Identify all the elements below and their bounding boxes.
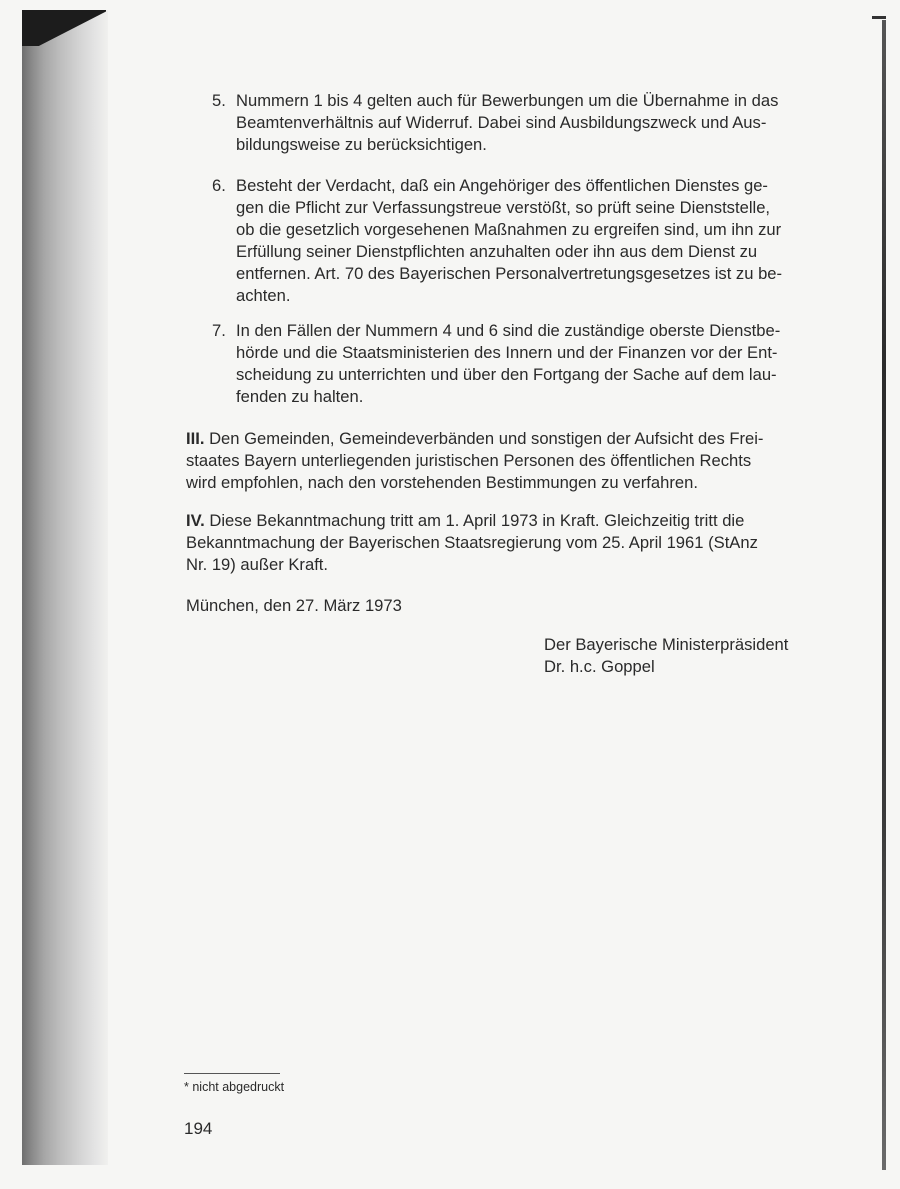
text-line: ob die gesetzlich vorgesehenen Maßnahmen zu ergreifen sind, um ihn zur: [236, 220, 782, 239]
list-item-number: 6.: [212, 176, 226, 195]
text-line: bildungsweise zu berücksichtigen.: [236, 135, 487, 154]
text-line: [186, 510, 810, 532]
text-line: Besteht der Verdacht, daß ein Angehöriger des öffentlichen Dienstes ge-: [236, 176, 768, 195]
text-line: Erfüllung seiner Dienstpflichten anzuhalten oder ihn aus dem Dienst zu: [236, 242, 758, 261]
text-line: entfernen. Art. 70 des Bayerischen Personalvertretungsgesetzes ist zu be-: [236, 264, 783, 283]
text-line: Beamtenverhältnis auf Widerruf. Dabei sind Ausbildungszweck und Aus-: [236, 113, 767, 132]
footnote: * nicht abgedruckt: [184, 1080, 285, 1094]
section-label: IV.: [186, 511, 205, 530]
page-number: 194: [184, 1119, 213, 1138]
text-line: In den Fällen der Nummern 4 und 6 sind die zuständige oberste Dienstbe-: [236, 321, 781, 340]
text-line: scheidung zu unterrichten und über den Fortgang der Sache auf dem lau-: [236, 365, 777, 384]
list-item-text: [236, 320, 814, 408]
list-item-text: [236, 175, 814, 307]
section-iv: [186, 510, 810, 576]
book-binding-shadow: [22, 10, 108, 1165]
text-fragment: Den Gemeinden, Gemeindeverbänden und sonstigen der Aufsicht des Frei-: [209, 429, 764, 448]
section-iii: [186, 428, 810, 494]
text-line: [186, 428, 810, 450]
text-line: fenden zu halten.: [236, 387, 364, 406]
signature-name: Dr. h.c. Goppel: [544, 657, 655, 676]
list-item-number: 5.: [212, 91, 226, 110]
text-line: achten.: [236, 286, 291, 305]
text-line: hörde und die Staatsministerien des Innern und der Finanzen vor der Ent-: [236, 343, 778, 362]
footnote-rule: [184, 1073, 280, 1074]
page-edge-mark: [872, 16, 886, 19]
text-line: wird empfohlen, nach den vorstehenden Bestimmungen zu verfahren.: [186, 473, 698, 492]
list-item-number: 7.: [212, 321, 226, 340]
text-line: Nr. 19) außer Kraft.: [186, 555, 329, 574]
place-date: München, den 27. März 1973: [186, 596, 402, 615]
text-line: gen die Pflicht zur Verfassungstreue verstößt, so prüft seine Dienststelle,: [236, 198, 771, 217]
signature-title: Der Bayerische Ministerpräsident: [544, 635, 789, 654]
text-line: Bekanntmachung der Bayerischen Staatsregierung vom 25. April 1961 (StAnz: [186, 533, 758, 552]
list-item-6: [214, 175, 814, 307]
text-fragment: Diese Bekanntmachung tritt am 1. April 1973 in Kraft. Gleichzeitig tritt die: [209, 511, 745, 530]
list-item-text: [236, 90, 814, 156]
text-line: staates Bayern unterliegenden juristischen Personen des öffentlichen Rechts: [186, 451, 752, 470]
list-item-7: [214, 320, 814, 408]
section-label: III.: [186, 429, 205, 448]
page-right-edge: [882, 20, 886, 1170]
signature-block: [544, 634, 788, 678]
text-line: Nummern 1 bis 4 gelten auch für Bewerbungen um die Übernahme in das: [236, 91, 779, 110]
list-item-5: [214, 90, 814, 156]
